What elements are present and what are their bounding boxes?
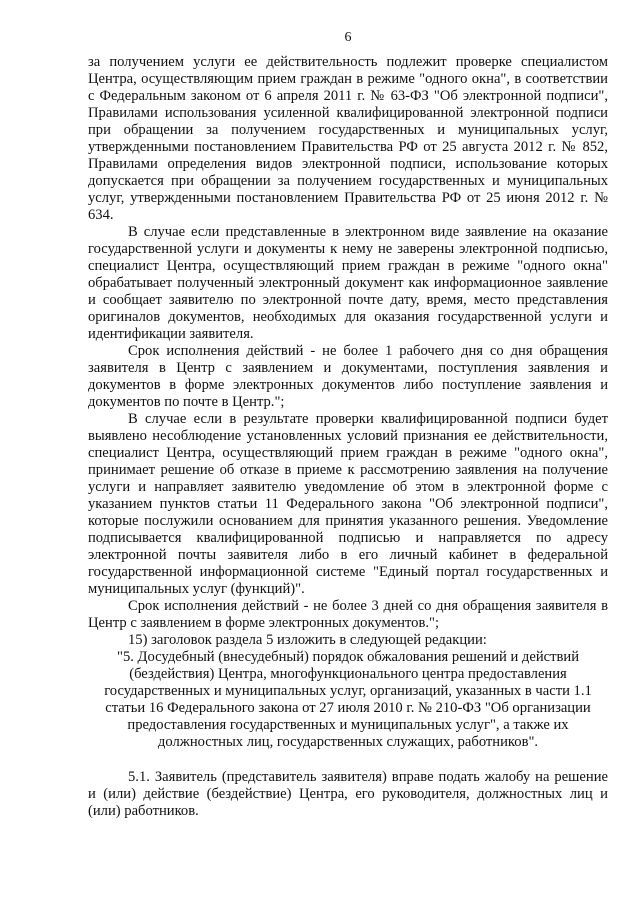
paragraph-signature-failure: В случае если в результате проверки квалифицированной подписи будет выявлено несоблюдение установленных условий признания ее действительности, специалист Центра, осуществляющий прием граждан в режиме "одного окна", принимает решение об отказе в приеме к рассмотрению заявления на получение услуги и направляет заявителю уведомление об этом в электронной форме с указанием пунктов статьи 11 Федерального закона "Об электронной подписи", которые послужили основанием для принятия указанного решения. Уведомление подписывается квалифицированной подписью и направляется по адресу электронной почты заявителя либо в его личный кабинет в федеральной государственной информационной системе "Единый портал государственных и муниципальных услуг (функций)". bbox=[88, 411, 608, 597]
paragraph-deadline-three-days: Срок исполнения действий - не более 3 дней со дня обращения заявителя в Центр с заявлением в форме электронных документов."; bbox=[88, 598, 608, 631]
paragraph-unsigned-application: В случае если представленные в электронном виде заявление на оказание государственной услуги и документы к нему не заверены электронной подписью, специалист Центра, осуществляющий прием граждан в режиме "одного окна" обрабатывает полученный электронный документ как информационное заявление и сообщает заявителю по электронной почте дату, время, место представления оригиналов документов, необходимых для оказания государственной услуги и идентификации заявителя. bbox=[88, 224, 608, 342]
section-spacer bbox=[88, 751, 608, 769]
paragraph-signature-verification: за получением услуги ее действительность подлежит проверке специалистом Центра, осуществляющим прием граждан в режиме "одного окна", в соответствии с Федеральным законом от 6 апреля 2011 г. № 63-ФЗ "Об электронной подписи", Правилами использования усиленной квалифицированной электронной подписи при обращении за получением государственных и муниципальных услуг, утвержденными постановлением Правительства РФ от 25 августа 2012 г. № 852, Правилами определения видов электронной подписи, использование которых допускается при обращении за получением государственных и муниципальных услуг, утвержденными постановлением Правительства РФ от 25 июня 2012 г. № 634. bbox=[88, 54, 608, 223]
page-number: 6 bbox=[344, 30, 352, 45]
paragraph-item-15: 15) заголовок раздела 5 изложить в следующей редакции: bbox=[128, 632, 487, 648]
section-5-heading: "5. Досудебный (внесудебный) порядок обжалования решений и действий (бездействия) Центра, многофункционального центра предоставления государственных и муниципальных услуг, организаций, указанных в части 1.1 статьи 16 Федерального закона от 27 июля 2010 г. № 210-ФЗ "Об организации предоставления государственных и муниципальных услуг", а также их должностных лиц, государственных служащих, работников". bbox=[104, 649, 592, 750]
document-page bbox=[88, 30, 608, 820]
paragraph-deadline-one-day: Срок исполнения действий - не более 1 рабочего дня со дня обращения заявителя в Центр с заявлением и документами, поступления заявления и документов в форме электронных документов либо поступление заявления и документов по почте в Центр."; bbox=[88, 343, 608, 410]
paragraph-5-1: 5.1. Заявитель (представитель заявителя) вправе подать жалобу на решение и (или) действие (бездействие) Центра, его руководителя, должностных лиц и (или) работников. bbox=[88, 769, 608, 819]
